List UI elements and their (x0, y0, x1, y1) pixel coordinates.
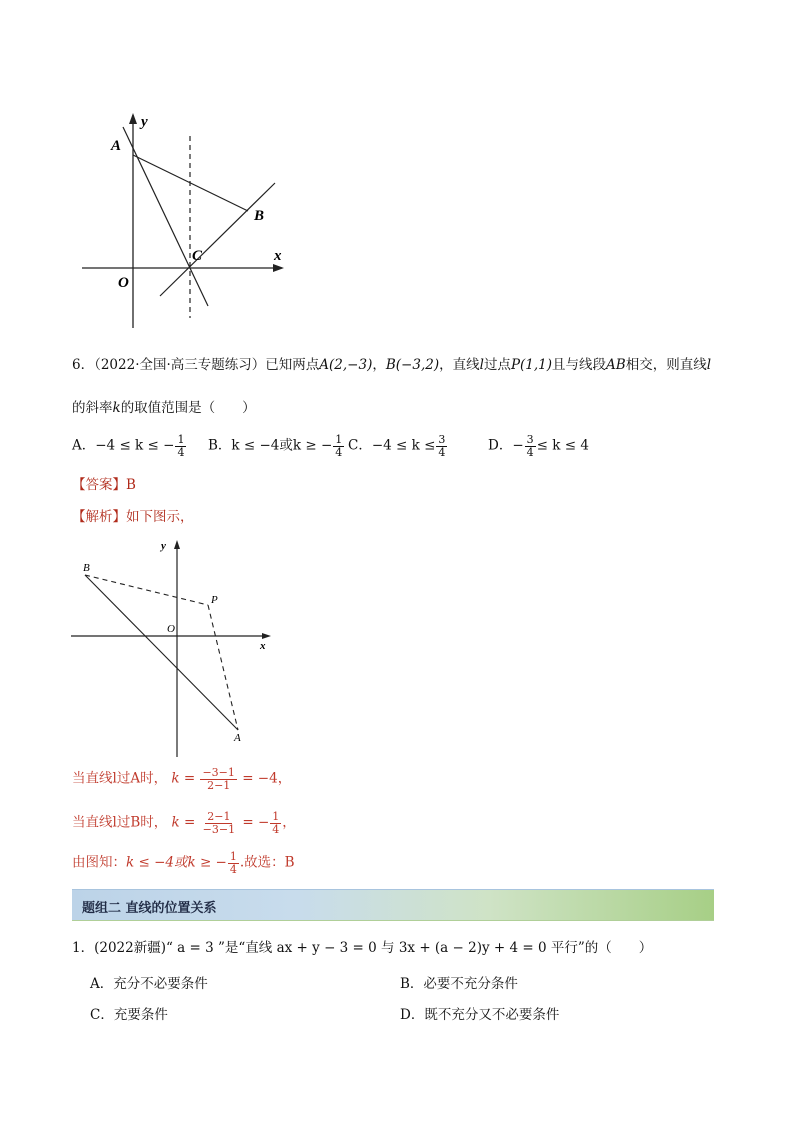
fig1-label-O: O (118, 275, 129, 291)
solution-line-1: 当直线l过A时， k = $\frac{-3-1}{2-1}$ = −4， (72, 766, 292, 792)
q1-option-a[interactable]: A．充分不必要条件 (90, 976, 208, 992)
q6-option-d[interactable]: D．− $\frac{3}{4}$ ≤ k ≤ 4 (488, 433, 589, 459)
q6-option-c[interactable]: C．−4 ≤ k ≤ $\frac{3}{4}$ (348, 433, 446, 459)
fig1-x-arrow (273, 264, 284, 272)
fig1-line-CB (160, 183, 275, 296)
q1-option-b[interactable]: B．必要不充分条件 (400, 976, 518, 992)
fig1-label-x: x (274, 248, 282, 264)
fig1-label-A: A (111, 138, 122, 154)
q6-option-a[interactable]: A．−4 ≤ k ≤ − $\frac{1}{4}$ (72, 433, 185, 459)
fig2-label-O: O (167, 623, 175, 635)
fig2-label-A: A (234, 732, 241, 744)
fig2-label-B: B (83, 562, 90, 574)
analysis-text: 如下图示， (126, 509, 194, 525)
q6-stem-line1: 6．（2022·全国·高三专题练习）已知两点A(2,−3)，B(−3,2)，直线l过点P(1,1)且与线段AB相交，则直线l (72, 357, 712, 373)
fig1-label-y: y (141, 114, 148, 130)
answer-value: B (126, 477, 136, 493)
q1-option-d[interactable]: D．既不充分又不必要条件 (400, 1007, 560, 1023)
solution-line-2: 当直线l过B时， k = $\frac{2-1}{-3-1}$ = − $\frac{1}{4}$ ， (72, 810, 296, 836)
analysis-label: 【解析】 (72, 509, 126, 525)
section-banner-title: 题组二 直线的位置关系 (82, 901, 217, 916)
fig1-label-B: B (254, 208, 265, 224)
fig2-x-arrow (262, 633, 271, 639)
q1-option-c[interactable]: C．充要条件 (90, 1007, 168, 1023)
fig2-dashed-PA (208, 605, 238, 730)
fig1-label-C: C (192, 248, 203, 264)
q6-stem-line2: 的斜率k的取值范围是（ ） (72, 400, 256, 416)
solution-line-3: 由图知：k ≤ −4或k ≥ − $\frac{1}{4}$ .故选：B (72, 850, 295, 876)
fig1-y-arrow (129, 113, 137, 124)
fig1-line-AC (123, 127, 208, 306)
q1-stem: 1．(2022新疆)“ a = 3 ”是“直线 ax + y − 3 = 0 与 3x + (a − 2)y + 4 = 0 平行”的（ ） (72, 940, 653, 956)
fig2-label-y: y (161, 540, 166, 552)
figure-2-coordinate-diagram (66, 535, 281, 760)
fig2-dashed-BP (85, 575, 208, 605)
section-banner (72, 889, 714, 921)
answer-line (72, 477, 136, 493)
fig2-label-x: x (260, 640, 266, 652)
analysis-line (72, 509, 194, 525)
fig2-label-P: P (211, 594, 218, 606)
figure-1-coordinate-diagram (78, 110, 298, 335)
q6-option-b[interactable]: B．k ≤ −4或k ≥ − $\frac{1}{4}$ (208, 433, 343, 459)
answer-label: 【答案】 (72, 477, 126, 493)
fig2-y-arrow (174, 540, 180, 549)
